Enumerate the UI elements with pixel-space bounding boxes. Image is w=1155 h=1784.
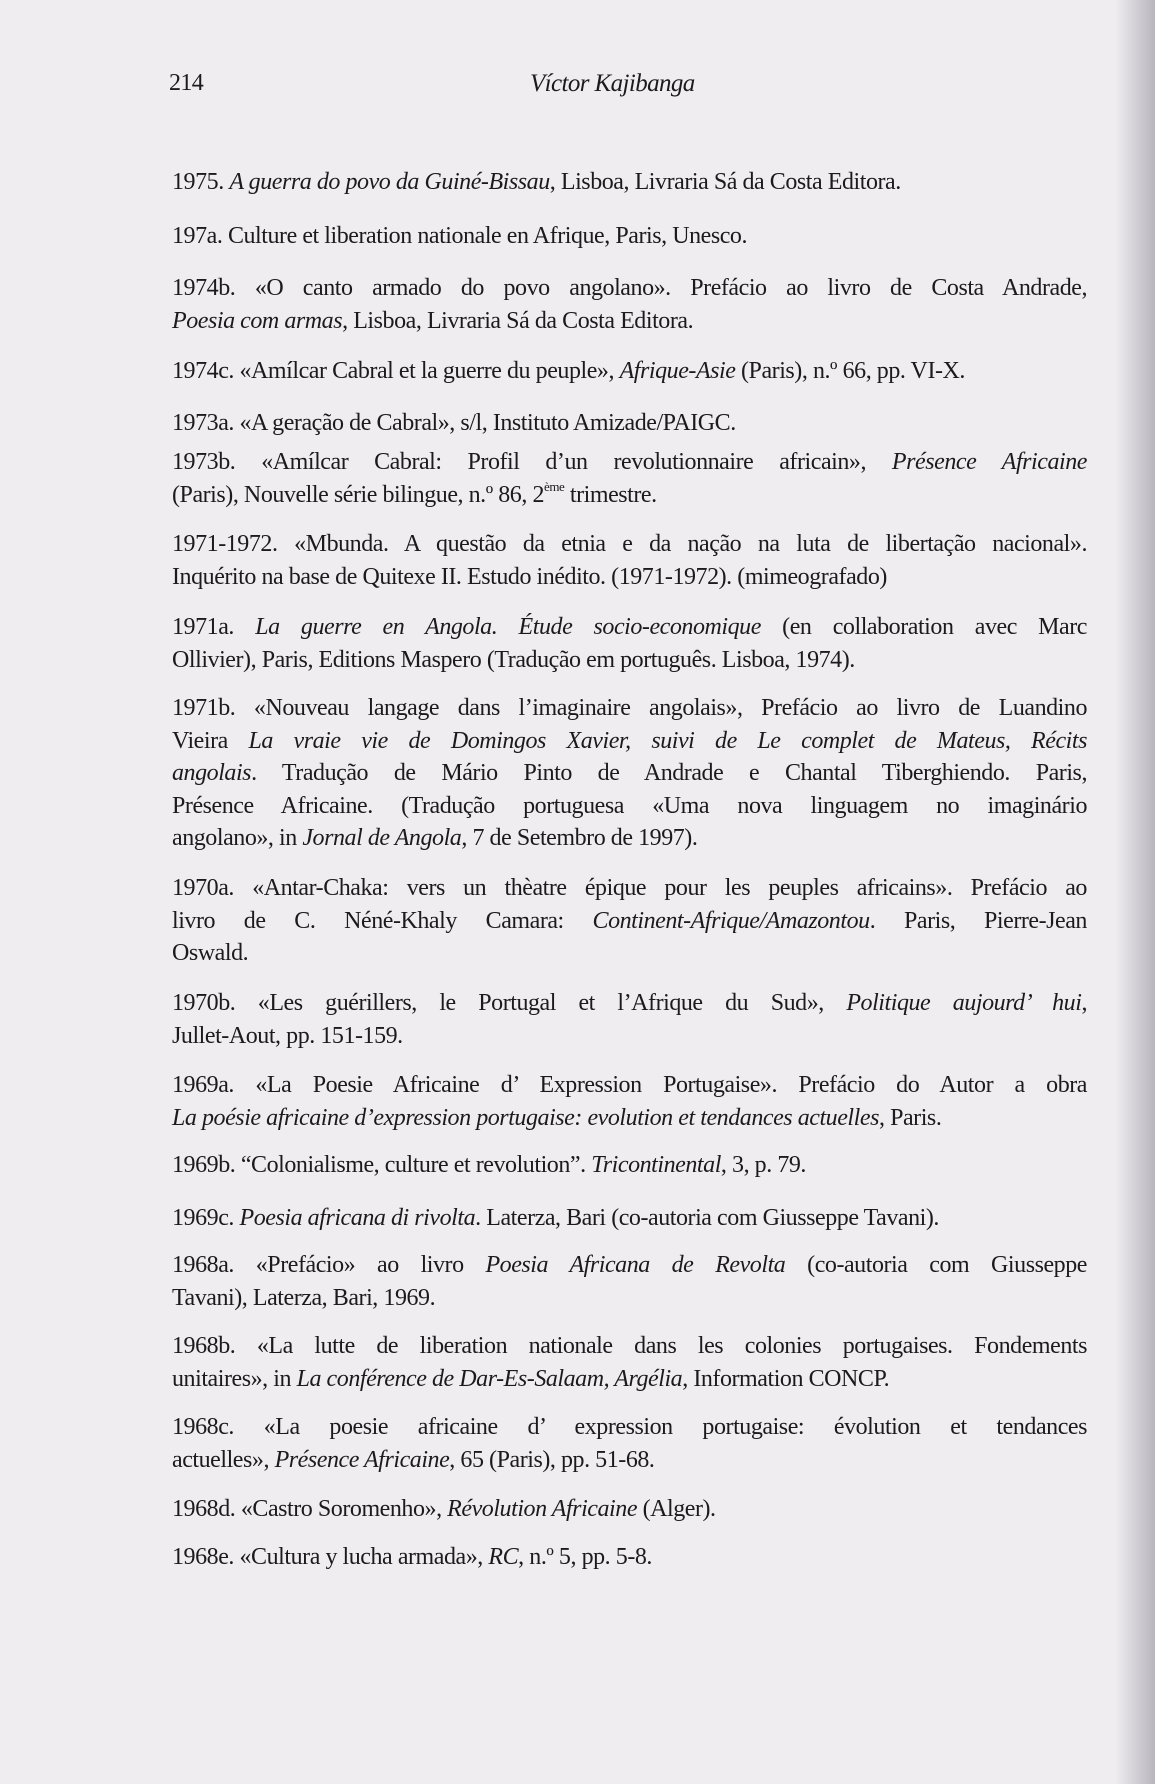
- bibliography-entry: [172, 166, 1087, 199]
- entry-line: [172, 1020, 1087, 1053]
- entry-line: [172, 822, 1087, 855]
- entry-text: livro de C. Néné-Khaly Camara:: [172, 907, 593, 934]
- entry-line: [172, 166, 1087, 199]
- entry-line: [172, 725, 1087, 758]
- entry-text: 1970b. «Les guérillers, le Portugal et l’Afrique du Sud»,: [172, 990, 847, 1016]
- entry-text: 1971-1972. «Mbunda. A questão da etnia e da nação na luta de libertação nacional».: [172, 531, 1087, 557]
- entry-text: , Lisboa, Livraria Sá da Costa Editora.: [549, 169, 901, 195]
- italic-title: A guerra do povo da Guiné-Bissau: [229, 169, 550, 195]
- entry-text: (co-autoria com Giusseppe: [785, 1252, 1087, 1278]
- entry-line: [172, 355, 1087, 388]
- entry-line: [172, 1541, 1087, 1574]
- bibliography-entry: [172, 692, 1087, 855]
- entry-text: unitaires», in: [172, 1365, 297, 1392]
- entry-line: [172, 1444, 1087, 1477]
- italic-title: Poesia africana di rivolta: [239, 1205, 476, 1231]
- entry-line: [172, 644, 1087, 677]
- bibliography-entry: [172, 1069, 1087, 1134]
- entry-text: , Paris.: [878, 1104, 942, 1131]
- entry-line: [172, 220, 1087, 253]
- bibliography-entry: [172, 1541, 1087, 1574]
- italic-title: Politique aujourd’ hui: [846, 990, 1082, 1016]
- entry-line: [172, 528, 1087, 561]
- entry-text: Tavani), Laterza, Bari, 1969.: [172, 1284, 436, 1311]
- running-head-author: Víctor Kajibanga: [530, 70, 695, 97]
- entry-text: 1968a. «Prefácio» ao livro: [172, 1252, 486, 1278]
- entry-line: [172, 1493, 1087, 1526]
- entry-line: [172, 905, 1087, 938]
- entry-line: [172, 790, 1087, 823]
- bibliography-entry: [172, 1249, 1087, 1314]
- entry-text: 1973a. «A geração de Cabral», s/l, Instituto Amizade/PAIGC.: [172, 410, 736, 436]
- entry-line: [172, 1202, 1087, 1235]
- entry-text: 1969c.: [172, 1205, 240, 1231]
- italic-title: Poesia Africana de Revolta: [485, 1252, 786, 1278]
- bibliography-entry: [172, 872, 1087, 970]
- entry-line: [172, 987, 1087, 1020]
- entry-text: Présence Africaine. (Tradução portuguesa «Uma nova linguagem no imaginário: [172, 792, 1087, 819]
- entry-line: [172, 1282, 1087, 1315]
- italic-title: Présence Africaine: [274, 1446, 450, 1473]
- italic-title: La conférence de Dar-Es-Salaam, Argélia: [296, 1365, 683, 1392]
- entry-text: (Paris), n.º 66, pp. VI-X.: [735, 358, 965, 384]
- entry-text: 1968e. «Cultura y lucha armada»,: [172, 1544, 489, 1570]
- entry-text: 1968b. «La lutte de liberation nationale dans les colonies portugaises. Fondements: [172, 1333, 1087, 1359]
- entry-line: [172, 561, 1087, 594]
- entry-text: 1968d. «Castro Soromenho»,: [172, 1496, 448, 1522]
- page-edge-shadow: [1115, 0, 1155, 1784]
- italic-title: Jornal de Angola: [302, 825, 462, 851]
- entry-text: . Tradução de Mário Pinto de Andrade e Chantal Tiberghiendo. Paris,: [251, 760, 1087, 786]
- entry-text: , 65 (Paris), pp. 51-68.: [449, 1446, 655, 1473]
- bibliography-entry: [172, 1202, 1087, 1235]
- entry-text: 1969a. «La Poesie Africaine d’ Expression Portugaise». Prefácio do Autor a obra: [172, 1072, 1087, 1098]
- entry-text: (Alger).: [637, 1496, 716, 1522]
- bibliography-entry: [172, 355, 1087, 388]
- entry-line: [172, 305, 1087, 338]
- entry-text: 1968c. «La poesie africaine d’ expression portugaise: évolution et tendances: [172, 1414, 1087, 1440]
- bibliography-entry: [172, 1149, 1087, 1182]
- entry-text: Vieira: [172, 727, 249, 754]
- entry-text: (en collaboration avec Marc: [760, 614, 1087, 640]
- entry-line: [172, 692, 1087, 725]
- bibliography-entry: [172, 407, 1087, 440]
- bibliography-entry: [172, 987, 1087, 1052]
- entry-text: 1974c. «Amílcar Cabral et la guerre du peuple»,: [172, 358, 620, 384]
- entry-text: Ollivier), Paris, Editions Maspero (Tradução em português. Lisboa, 1974).: [172, 646, 855, 673]
- entry-text: 1973b. «Amílcar Cabral: Profil d’un revolutionnaire africain»,: [172, 449, 892, 475]
- italic-title: La vraie vie de Domingos Xavier, suivi de Le complet de Mateus, Récits: [248, 727, 1088, 754]
- entry-text: 197a. Culture et liberation nationale en Afrique, Paris, Unesco.: [172, 223, 748, 249]
- italic-title: Continent-Afrique/Amazontou: [592, 907, 870, 934]
- entry-text: Jullet-Aout, pp. 151-159.: [172, 1022, 403, 1049]
- page-number: 214: [169, 70, 204, 96]
- entry-text: Inquérito na base de Quitexe II. Estudo inédito. (1971-1972). (mimeografado): [172, 563, 887, 590]
- entry-line: [172, 1330, 1087, 1363]
- entry-text: trimestre.: [564, 481, 657, 508]
- italic-title: Afrique-Asie: [619, 358, 736, 384]
- entry-line: [172, 1411, 1087, 1444]
- italic-title: La guerre en Angola. Étude socio-economique: [255, 614, 761, 640]
- entry-line: [172, 1149, 1087, 1182]
- entry-text: 1969b. “Colonialisme, culture et revolution”.: [172, 1152, 592, 1178]
- italic-title: angolais: [172, 760, 252, 786]
- bibliography-entry: [172, 1411, 1087, 1476]
- entry-line: [172, 1069, 1087, 1102]
- entry-text: . Paris, Pierre-Jean: [869, 907, 1087, 934]
- entry-line: [172, 757, 1087, 790]
- italic-title: Révolution Africaine: [447, 1496, 638, 1522]
- bibliography-entry: [172, 528, 1087, 593]
- entry-text: 1971a.: [172, 614, 256, 640]
- entry-text: , Information CONCP.: [682, 1365, 890, 1392]
- bibliography-entry: [172, 220, 1087, 253]
- entry-line: [172, 1363, 1087, 1396]
- bibliography-entry: [172, 1493, 1087, 1526]
- entry-line: [172, 407, 1087, 440]
- entry-text: . Laterza, Bari (co-autoria com Giusseppe Tavani).: [475, 1205, 939, 1231]
- entry-text: , 3, p. 79.: [720, 1152, 806, 1178]
- entry-text: (Paris), Nouvelle série bilingue, n.º 86, 2: [172, 481, 545, 508]
- entry-text: actuelles»,: [172, 1446, 275, 1473]
- entry-line: [172, 479, 1087, 512]
- bibliography-entry: [172, 272, 1087, 337]
- italic-title: Présence Africaine: [891, 449, 1087, 475]
- entry-text: 1970a. «Antar-Chaka: vers un thèatre épique pour les peuples africains». Prefácio ao: [172, 875, 1087, 901]
- superscript: ème: [544, 478, 565, 494]
- entry-line: [172, 272, 1087, 305]
- entry-text: , Lisboa, Livraria Sá da Costa Editora.: [342, 307, 694, 334]
- italic-title: Poesia com armas: [172, 307, 343, 334]
- entry-line: [172, 1249, 1087, 1282]
- entry-line: [172, 446, 1087, 479]
- entry-text: , 7 de Setembro de 1997).: [461, 825, 698, 851]
- entry-text: angolano», in: [172, 825, 303, 851]
- entry-text: Oswald.: [172, 940, 249, 966]
- entry-line: [172, 1102, 1087, 1135]
- italic-title: La poésie africaine d’expression portugaise: evolution et tendances actuelles: [172, 1104, 879, 1131]
- bibliography-entry: [172, 446, 1087, 511]
- entry-text: 1975.: [172, 169, 230, 195]
- entry-line: [172, 611, 1087, 644]
- entry-line: [172, 937, 1087, 970]
- bibliography-entry: [172, 1330, 1087, 1395]
- entry-text: 1974b. «O canto armado do povo angolano». Prefácio ao livro de Costa Andrade,: [172, 275, 1087, 301]
- entry-text: 1971b. «Nouveau langage dans l’imaginaire angolais», Prefácio ao livro de Luandino: [172, 695, 1087, 721]
- italic-title: Tricontinental: [591, 1152, 721, 1178]
- bibliography-entry: [172, 611, 1087, 676]
- italic-title: RC: [488, 1544, 519, 1570]
- entry-text: ,: [1081, 990, 1087, 1016]
- entry-text: , n.º 5, pp. 5-8.: [518, 1544, 652, 1570]
- entry-line: [172, 872, 1087, 905]
